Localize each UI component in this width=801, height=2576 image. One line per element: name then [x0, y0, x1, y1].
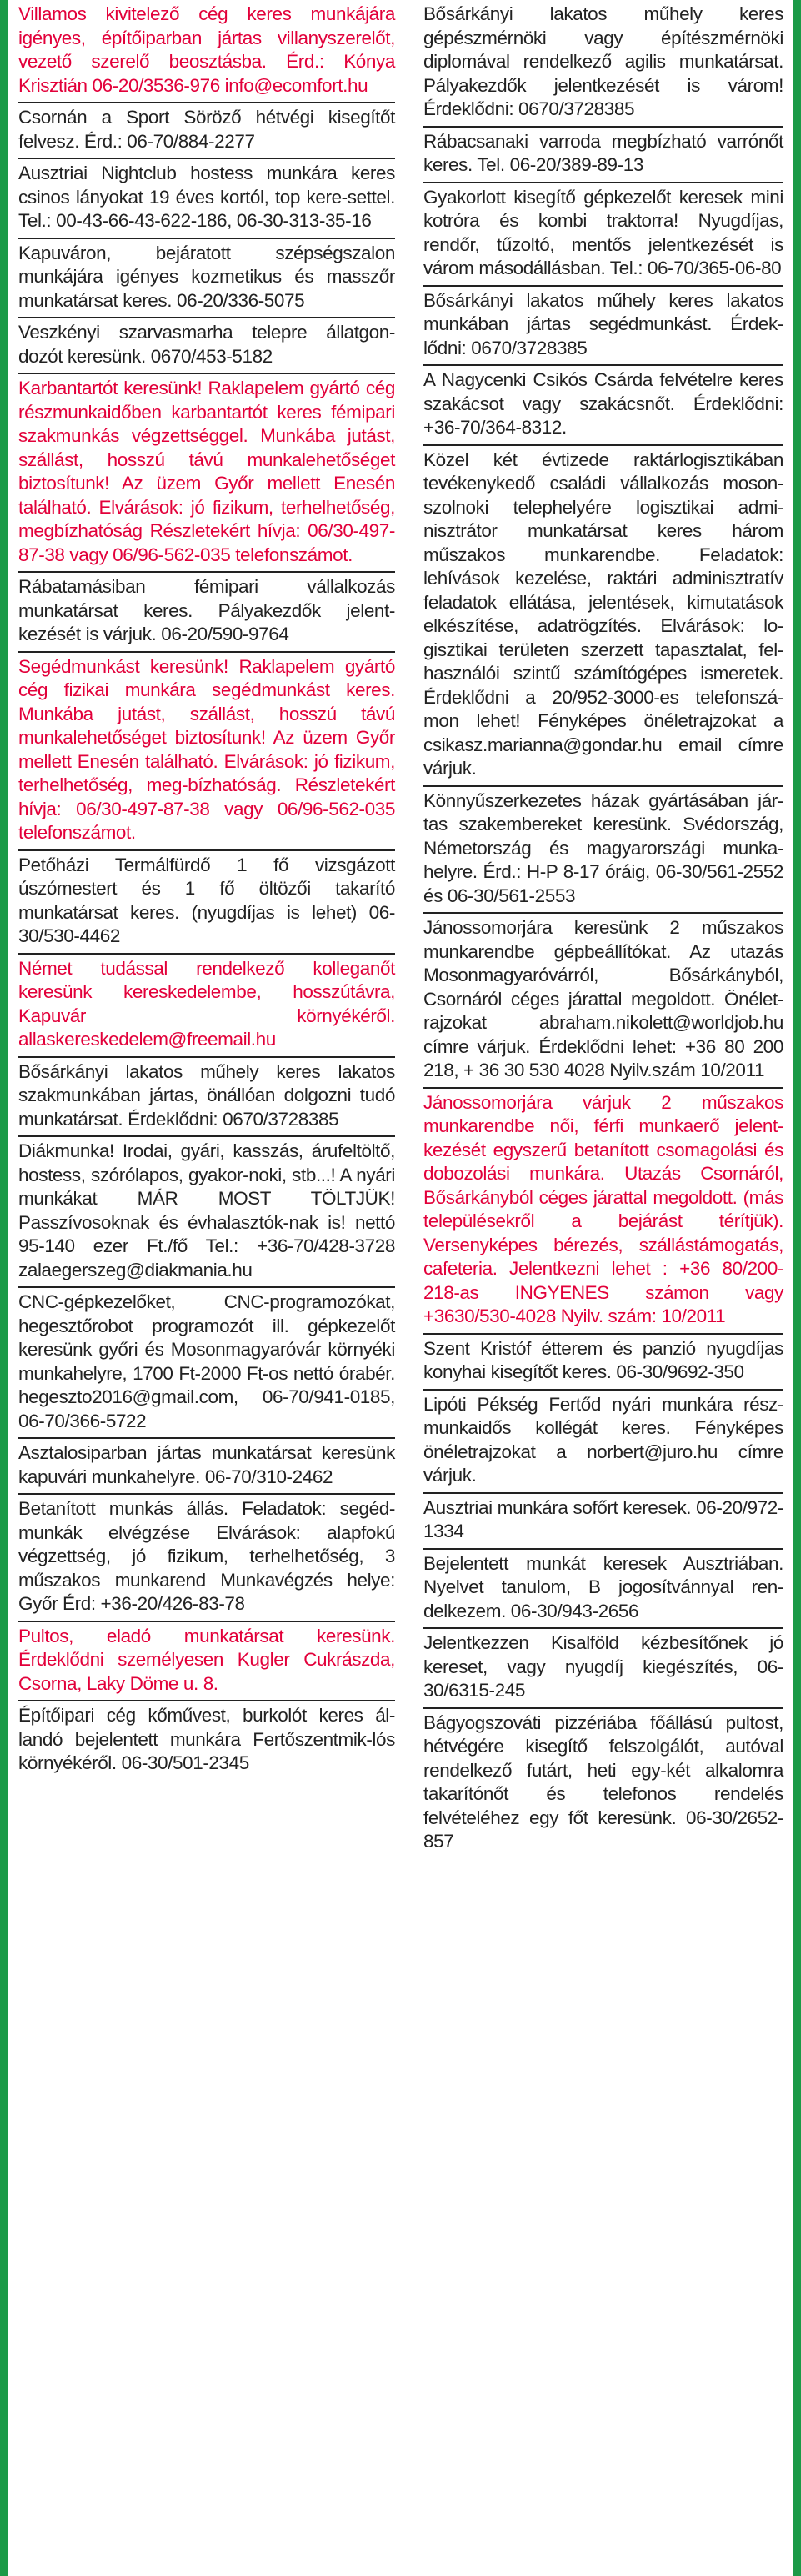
classified-ad: Asztalosiparban jártas munkatársat keresünk kapuvári munkahelyre. 06-70/310-2462 — [18, 1439, 395, 1495]
left-ads-column — [18, 0, 395, 1780]
classified-ad: Segédmunkást keresünk! Raklapelem gyártó cég fizikai munkára segédmunkást keres. Munkába jutást, szállást, hosszú távú munkalehetőséget biztosítunk! Az üzem Győr mellett Enesén található. Elvárások: jó fizikum, terhelhetőség, meg-bízhatóság. Részletekért hívja: 06/30-497-87-38 vagy 06/96-562-035 telefonszámot. — [18, 653, 395, 851]
classified-ad: Ausztriai munkára sofőrt keresek. 06-20/972-1334 — [423, 1494, 783, 1550]
classified-ad: Rábacsanaki varroda megbízható varrónőt keres. Tel. 06-20/389-89-13 — [423, 128, 783, 183]
classified-ad: Építőipari cég kőművest, burkolót keres ál-landó bejelentett munkára Fertőszentmik-lós környékéről. 06-30/501-2345 — [18, 1705, 395, 1773]
classified-ad: Pultos, eladó munkatársat keresünk. Érdeklődni személyesen Kugler Cukrászda, Csorna, Laky Döme u. 8. — [18, 1622, 395, 1702]
classified-ad: Rábatamásiban fémipari vállalkozás munkatársat keres. Pályakezdők jelent-kezését is várjuk. 06-20/590-9764 — [18, 573, 395, 653]
classified-ad: Német tudással rendelkező kolleganőt keresünk kereskedelembe, hosszútávra, Kapuvár környékéről. allaskereskedelem@freemail.hu — [18, 955, 395, 1058]
classified-ad: Bágyogszováti pizzériába főállású pultost, hétvégére kisegítő felszolgálót, autóval rendelkező futárt, heti egy-két alkalomra takarítónőt és telefonos rendelés felvételéhez egy főt keresünk. 06-30/2652-857 — [423, 1711, 783, 1852]
classified-ad: Közel két évtizede raktárlogisztikában tevékenykedő családi vállalkozás moson-szolnoki telephelyére logisztikai admi-nisztrátor munkatársat keres három műszakos munkarendbe. Feladatok: lehívások kezelése, raktári adminisztratív feladatok ellátása, jelentések, kimutatások elkészítése, adatrögzítés. Elvárások: lo-gisztikai területen szerzett tapasztalat, fel-használói szintű számítógépes ismeretek. Érdeklődni a 20/952-3000-es telefonszá-mon lehet! Fényképes önéletrajzokat a csikasz.marianna@gondar.hu email címre várjuk. — [423, 446, 783, 787]
classified-ad: A Nagycenki Csikós Csárda felvételre keres szakácsot vagy szakácsnőt. Érdeklődni: +36-70/364-8312. — [423, 366, 783, 446]
classified-ad: Csornán a Sport Söröző hétvégi kisegítőt felvesz. Érd.: 06-70/884-2277 — [18, 103, 395, 159]
right-ads-column — [423, 0, 783, 1858]
classified-ad: Szent Kristóf étterem és panzió nyugdíjas konyhai kisegítőt keres. 06-30/9692-350 — [423, 1335, 783, 1391]
classified-ad: Bősárkányi lakatos műhely keres gépészmérnöki vagy építészmérnöki diplomával rendelkező agilis munkatársat. Pályakezdők jelentkezését is várom! Érdeklődni: 0670/3728385 — [423, 0, 783, 128]
classified-ad: Bősárkányi lakatos műhely keres lakatos szakmunkában jártas, önállóan dolgozni tudó munkatársat. Érdeklődni: 0670/3728385 — [18, 1058, 395, 1138]
classified-ad: Diákmunka! Irodai, gyári, kasszás, árufeltöltő, hostess, szórólapos, gyakor-noki, stb...! A nyári munkákat MÁR MOST TÖLTJÜK! Passzívosoknak és évhalasztók-nak is! nettó 95-140 ezer Ft./fő Tel.: +36-70/428-3728 zalaegerszeg@diakmania.hu — [18, 1137, 395, 1288]
classified-ad: Könnyűszerkezetes házak gyártásában jár-tas szakembereket keresünk. Svédország, Németország és magyarországi munka-helyre. Érd.: H-P 8-17 óráig, 06-30/561-2552 és 06-30/561-2553 — [423, 787, 783, 915]
classified-ad: Jánossomorjára keresünk 2 műszakos munkarendbe gépbeállítókat. Az utazás Mosonmagyaróvárról, Bősárkányból, Csornáról céges járattal megoldott. Önélet-rajzokat abraham.nikolett@worldjob.hu címre várjuk. Érdeklődni lehet: +36 80 200 218, + 36 30 530 4028 Nyilv.szám 10/2011 — [423, 914, 783, 1089]
classified-ad: Bősárkányi lakatos műhely keres lakatos munkában jártas segédmunkást. Érdek-lődni: 0670/3728385 — [423, 287, 783, 367]
right-accent-bar — [793, 0, 801, 2576]
left-accent-bar — [0, 0, 8, 2576]
classified-ad: Karbantartót keresünk! Raklapelem gyártó cég részmunkaidőben karbantartót keres fémipari szakmunkás végzettséggel. Munkába jutást, szállást, hosszú távú munkalehetőséget biztosítunk! Az üzem Győr mellett Enesén található. Elvárások: jó fizikum, terhelhetőség, megbízhatóság Részletekért hívja: 06/30-497-87-38 vagy 06/96-562-035 telefonszámot. — [18, 374, 395, 573]
classified-ad: Jánossomorjára várjuk 2 műszakos munkarendbe női, férfi munkaerő jelent-kezését egyszerű betanított csomagolási és dobozolási munkára. Utazás Csornáról, Bősárkányból céges járattal megoldott. (más településekről a bejárást térítjük). Versenyképes bérezés, szállástámogatás, cafeteria. Jelentkezni lehet : +36 80/200-218-as INGYENES számon vagy +3630/530-4028 Nyilv. szám: 10/2011 — [423, 1089, 783, 1335]
classified-ad: Veszkényi szarvasmarha telepre állatgon-dozót keresünk. 0670/453-5182 — [18, 318, 395, 374]
classified-ad: Gyakorlott kisegítő gépkezelőt keresek mini kotróra és kombi traktorra! Nyugdíjas, rendőr, tűzoltó, mentős jelentkezését is várom másodállásban. Tel.: 06-70/365-06-80 — [423, 183, 783, 287]
classified-ad: Jelentkezzen Kisalföld kézbesítőnek jó kereset, vagy nyugdíj kiegészítés, 06-30/6315-245 — [423, 1629, 783, 1709]
classified-ad: Betanított munkás állás. Feladatok: segéd-munkák elvégzése Elvárások: alapfokú végzettség, jó fizikum, terhelhetőség, 3 műszakos munkarend Munkavégzés helye: Győr Érd: +36-20/426-83-78 — [18, 1495, 395, 1622]
classified-ad: Petőházi Termálfürdő 1 fő vizsgázott úszómestert és 1 fő öltözői takarító munkatársat keres. (nyugdíjas is lehet) 06-30/530-4462 — [18, 851, 395, 955]
classified-ad: Kapuváron, bejáratott szépségszalon munkájára igényes kozmetikus és masszőr munkatársat keres. 06-20/336-5075 — [18, 239, 395, 319]
classified-ad: Villamos kivitelező cég keres munkájára igényes, építőiparban jártas villanyszerelőt, vezető szerelő beosztásba. Érd.: Kónya Krisztián 06-20/3536-976 info@ecomfort.hu — [18, 0, 395, 103]
classified-ad: Ausztriai Nightclub hostess munkára keres csinos lányokat 19 éves kortól, top kere-settel. Tel.: 00-43-66-43-622-186, 06-30-313-35-16 — [18, 159, 395, 239]
classified-ad: CNC-gépkezelőket, CNC-programozókat, hegesztőrobot programozót ill. gépkezelőt keresünk győri és Mosonmagyaróvár környéki munkahelyre, 1700 Ft-2000 Ft-os nettó órabér. hegeszto2016@gmail.com, 06-70/941-0185, 06-70/366-5722 — [18, 1288, 395, 1439]
classified-ad: Lipóti Pékség Fertőd nyári munkára rész-munkaidős kollégát keres. Fényképes önéletrajzokat a norbert@juro.hu címre várjuk. — [423, 1391, 783, 1494]
classified-ad: Bejelentett munkát keresek Ausztriában. Nyelvet tanulom, B jogosítvánnyal ren-delkezem. 06-30/943-2656 — [423, 1550, 783, 1630]
